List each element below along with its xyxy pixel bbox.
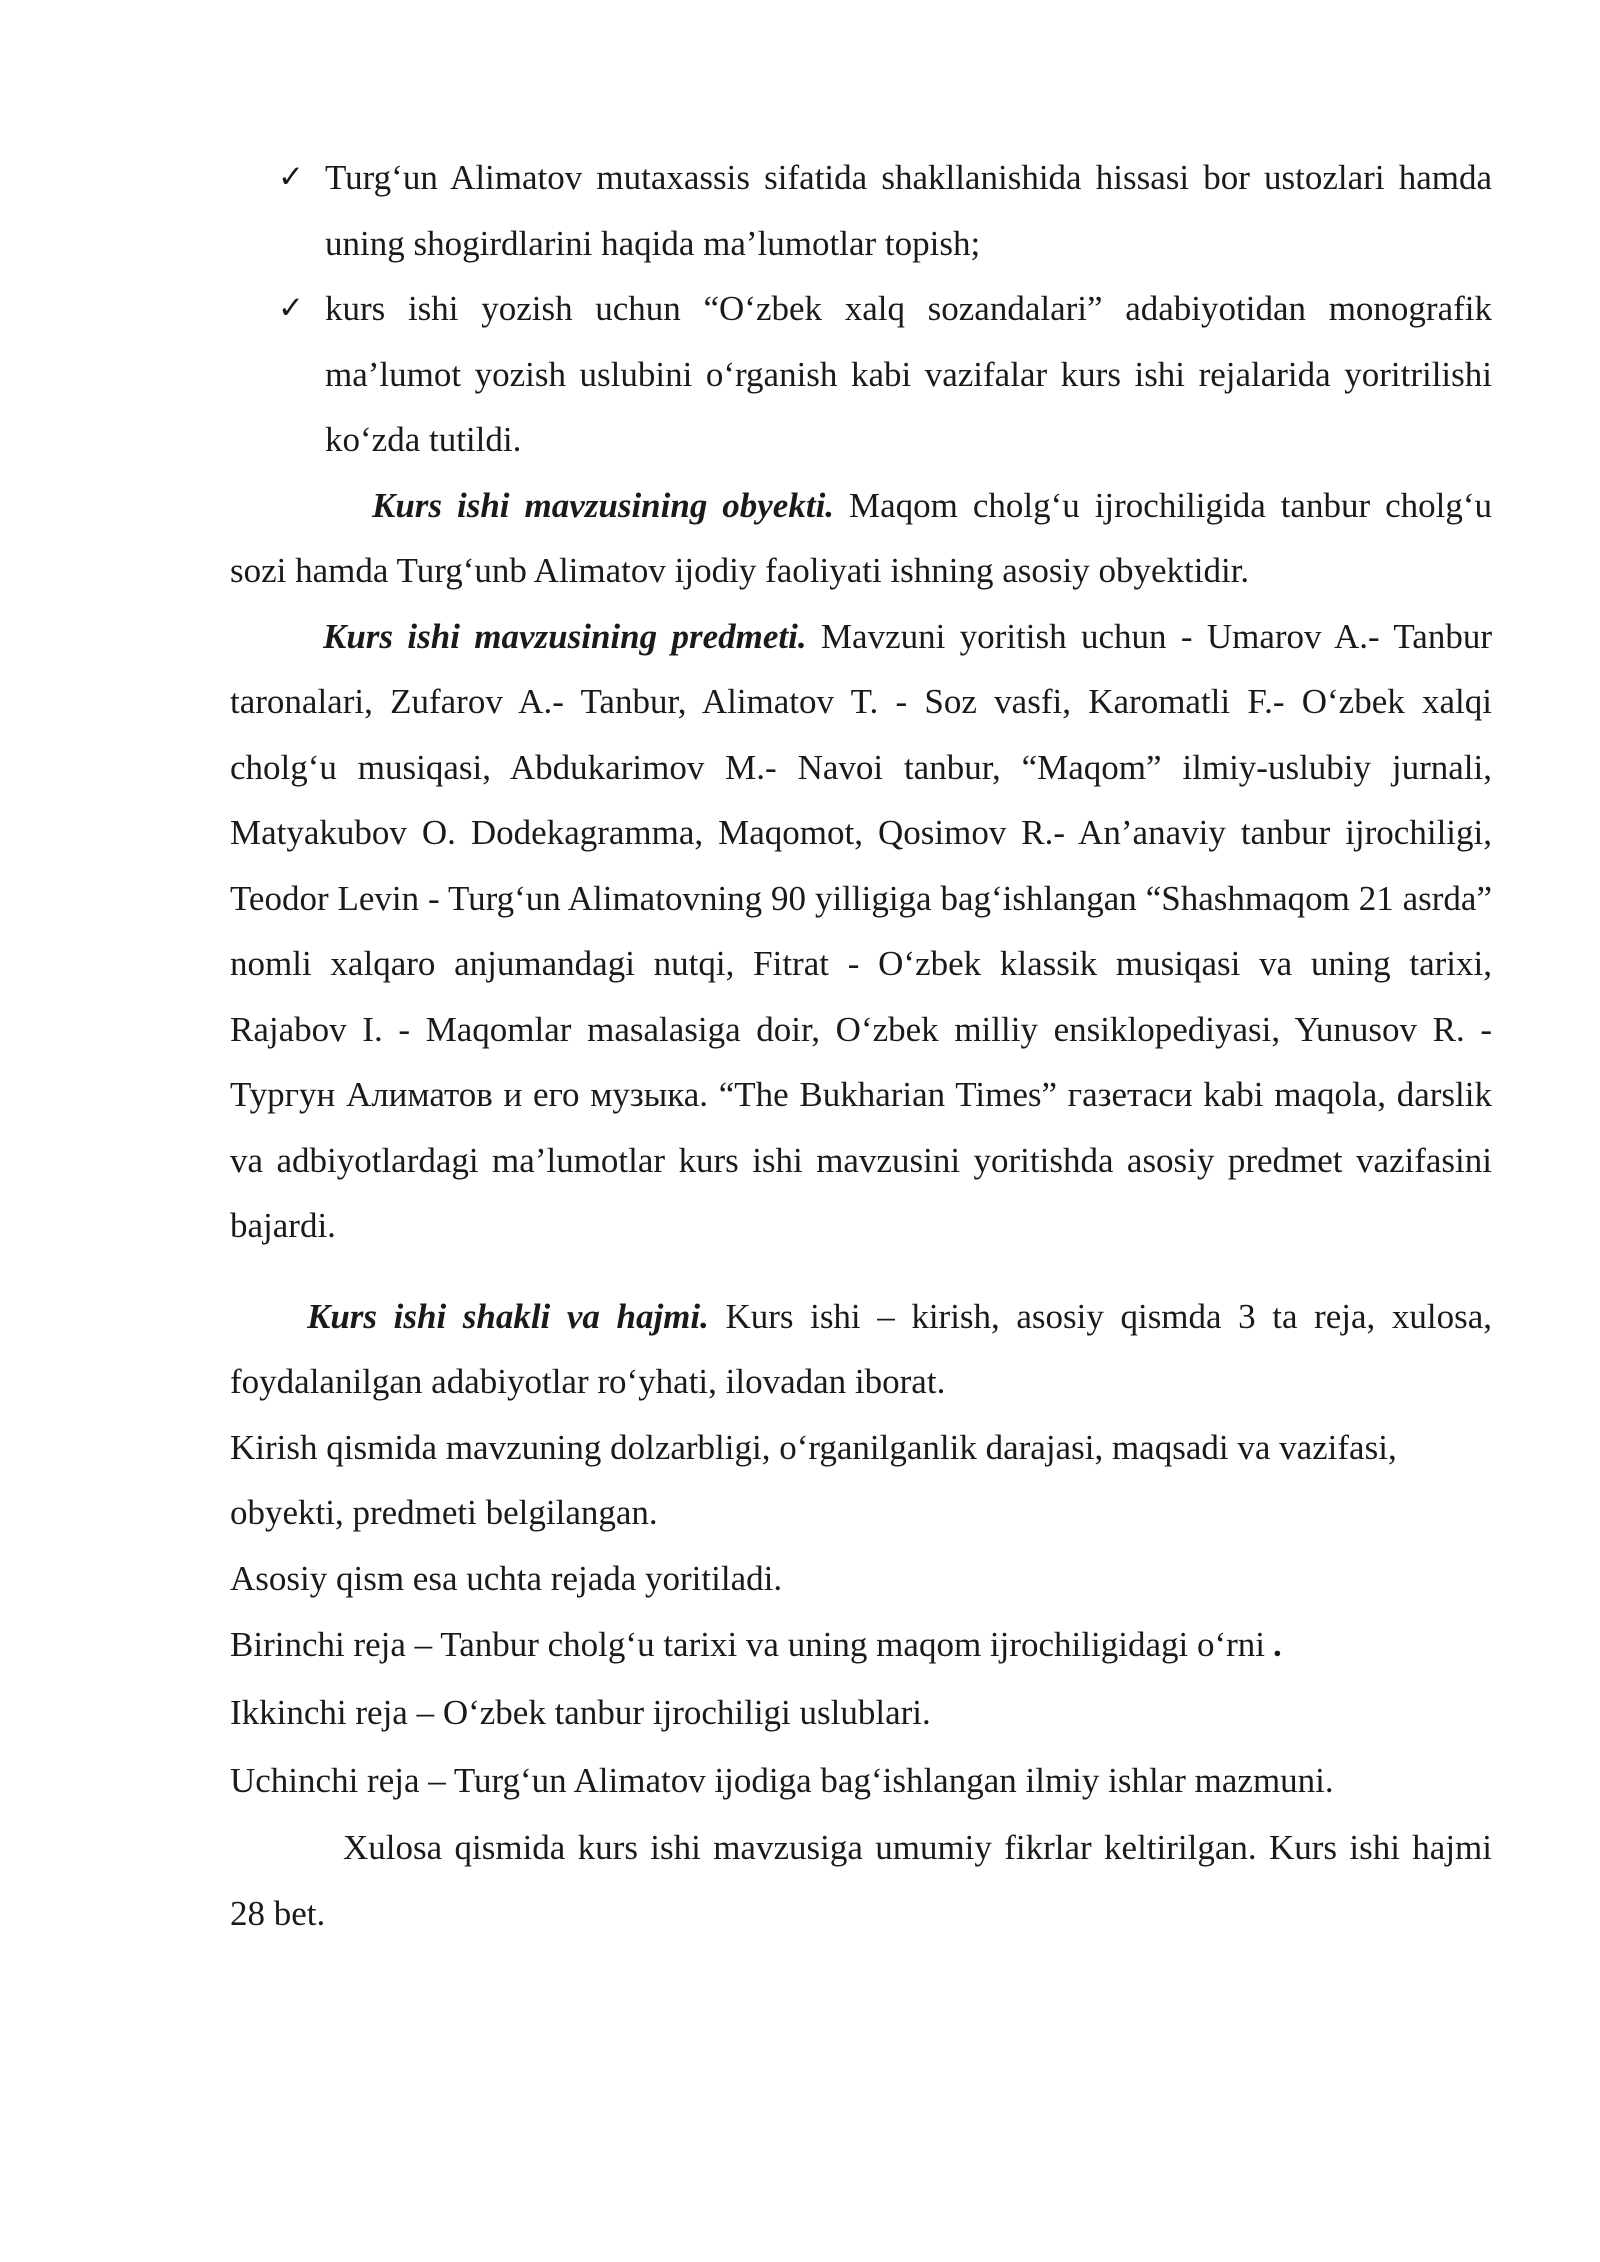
bullet-text: kurs ishi yozish uchun “O‘zbek xalq sozandalari” adabiyotidan monografik ma’lumot yozish uslubini o‘rganish kabi vazifalar kurs ishi rejalarida yoritrilishi ko‘zda tutildi. — [325, 289, 1492, 459]
plan-line-2: Ikkinchi reja – O‘zbek tanbur ijrochiligi uslublari. — [230, 1693, 931, 1732]
subject-heading: Kurs ishi mavzusining predmeti. — [323, 616, 807, 656]
plan-line-3: Uchinchi reja – Turg‘un Alimatov ijodiga bag‘ishlangan ilmiy ishlar mazmuni. — [230, 1761, 1334, 1800]
form-paragraph — [230, 1284, 1492, 1415]
plan-1-mark: . — [1273, 1625, 1282, 1664]
plan-line-1 — [230, 1611, 1492, 1679]
subject-paragraph — [230, 604, 1492, 1259]
document-page — [230, 145, 1492, 1946]
object-paragraph — [230, 473, 1492, 604]
conclusion-paragraph: Xulosa qismida kurs ishi mavzusiga umumiy fikrlar keltirilgan. Kurs ishi hajmi 28 bet. — [230, 1828, 1492, 1933]
bullet-item — [230, 145, 1492, 276]
form-text: Kurs ishi – kirish, asosiy qismda 3 ta reja, xulosa, foydalanilgan adabiyotlar ro‘yhati, ilovadan iborat. — [230, 1296, 1492, 1401]
intro-line: Kirish qismida mavzuning dolzarbligi, o‘rganilganlik darajasi, maqsadi va vazifasi, obyekti, predmeti belgilangan. — [230, 1427, 1397, 1532]
object-heading: Kurs ishi mavzusining obyekti. — [372, 485, 835, 525]
form-heading: Kurs ishi shakli va hajmi. — [307, 1296, 709, 1336]
bullet-item — [230, 276, 1492, 473]
subject-text: Mavzuni yoritish uchun - Umarov A.- Tanbur taronalari, Zufarov A.- Tanbur, Alimatov T. - Soz vasfi, Karomatli F.- O‘zbek xalqi cholg‘u musiqasi, Abdukarimov M.- Navoi tanbur, “Maqom” ilmiy-uslubiy jurnali, Matyakubov O. Dodekagramma, Maqomot, Qosimov R.- An’anaviy tanbur ijrochiligi, Teodor Levin - Turg‘un Alimatovning 90 yilligiga bag‘ishlangan “Shashmaqom 21 asrda” nomli xalqaro anjumandagi nutqi, Fitrat - O‘zbek klassik musiqasi va uning tarixi, Rajabov I. - Maqomlar masalasiga doir, O‘zbek milliy ensiklopediyasi, Yunusov R. - Тургун Алиматов и его музыка. “The Bukharian Times” газетаси kabi maqola, darslik va adbiyotlardagi ma’lumotlar kurs ishi mavzusini yoritishda asosiy predmet vazifasini bajardi. — [230, 616, 1492, 1245]
plan-1-text: Birinchi reja – Tanbur cholg‘u tarixi va uning maqom ijrochiligidagi o‘rni — [230, 1625, 1265, 1664]
main-part-line: Asosiy qism esa uchta rejada yoritiladi. — [230, 1558, 783, 1598]
object-text: Maqom cholg‘u ijrochiligida tanbur cholg‘u sozi hamda Turg‘unb Alimatov ijodiy faoliyati ishning asosiy obyektidir. — [230, 485, 1492, 590]
bullet-text: Turg‘un Alimatov mutaxassis sifatida shakllanishida hissasi bor ustozlari hamda uning shogirdlarini haqida ma’lumotlar topish; — [325, 158, 1492, 263]
checkmark-icon: ✓ — [278, 159, 304, 195]
checkmark-icon: ✓ — [278, 290, 304, 326]
